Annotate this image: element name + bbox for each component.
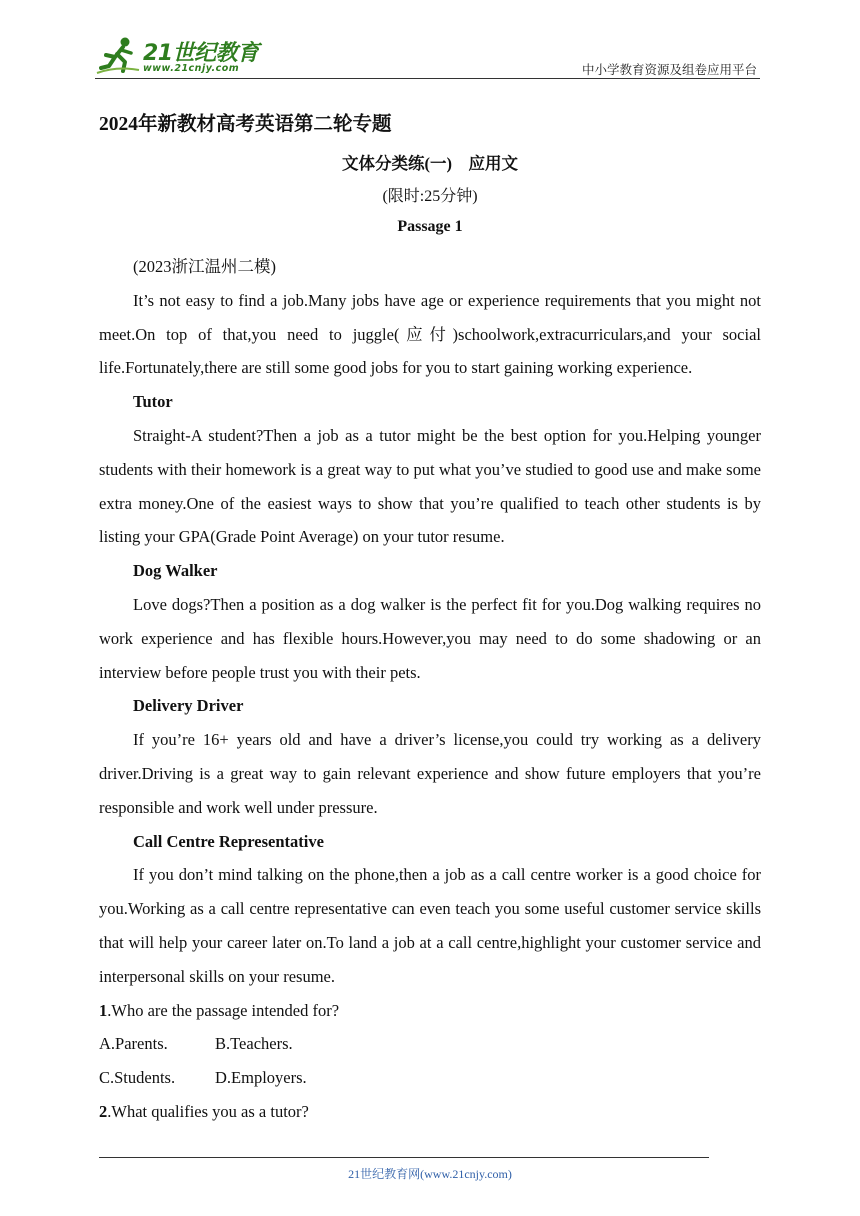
logo-url: www.21cnjy.com bbox=[143, 63, 240, 74]
page-header bbox=[95, 30, 760, 80]
footer-link[interactable]: 21世纪教育网(www.21cnjy.com) bbox=[348, 1167, 512, 1181]
intro-paragraph: It’s not easy to find a job.Many jobs have age or experience requirements that you might not meet.On top of that,you need to juggle(应付)schoolwork,extracurriculars,and your social life.Fortunately,there are still some good jobs for you to start gaining working experience. bbox=[99, 290, 761, 378]
question-1-options-row-1 bbox=[99, 1027, 761, 1061]
question-text: .Who are the passage intended for? bbox=[107, 1000, 340, 1020]
question-1-options-row-2 bbox=[99, 1061, 761, 1095]
section-heading: Delivery Driver bbox=[133, 696, 244, 716]
platform-name: 中小学教育资源及组卷应用平台 bbox=[581, 63, 757, 77]
section-heading: Call Centre Representative bbox=[133, 831, 324, 851]
option-d: D.Employers. bbox=[215, 1068, 307, 1088]
section-paragraph: If you’re 16+ years old and have a driver’s license,you could try working as a delivery driver.Driving is a great way to gain relevant experience and show future employers that you’re responsible and work well under pressure. bbox=[99, 730, 761, 817]
logo-text: 21世纪教育 bbox=[143, 41, 259, 66]
option-b: B.Teachers. bbox=[215, 1034, 293, 1054]
header-divider bbox=[95, 78, 760, 79]
question-text: .What qualifies you as a tutor? bbox=[107, 1101, 309, 1121]
question-number: 1 bbox=[99, 1000, 108, 1020]
section-heading: Tutor bbox=[133, 392, 173, 412]
site-logo bbox=[95, 34, 265, 78]
document-subtitle: 文体分类练(一) 应用文 bbox=[342, 154, 518, 173]
section-paragraph: Straight-A student?Then a job as a tutor might be the best option for you.Helping younger students with their homework is a great way to put what you’ve studied to good use and make some extra money.One of the easiest ways to show that you’re qualified to teach other students is by listing your GPA(Grade Point Average) on your tutor resume. bbox=[99, 425, 761, 547]
passage-label: Passage 1 bbox=[397, 218, 463, 235]
passage-body bbox=[99, 250, 761, 1129]
question-2 bbox=[99, 1095, 761, 1129]
time-limit: (限时:25分钟) bbox=[382, 188, 478, 205]
document-title: 2024年新教材高考英语第二轮专题 bbox=[99, 114, 392, 135]
section-paragraph: Love dogs?Then a position as a dog walker is the perfect fit for you.Dog walking requires no work experience and has flexible hours.However,you may need to do some shadowing or an interview before people trust you with their pets. bbox=[99, 594, 761, 682]
question-number: 2 bbox=[99, 1101, 108, 1121]
section-paragraph: If you don’t mind talking on the phone,then a job as a call centre worker is a good choice for you.Working as a call centre representative can even teach you some useful customer service skills that will help your career later on.To land a job at a call centre,highlight your customer service and interpersonal skills on your resume. bbox=[99, 865, 761, 986]
option-c: C.Students. bbox=[99, 1068, 176, 1088]
footer-divider bbox=[99, 1157, 709, 1158]
question-1 bbox=[99, 994, 761, 1028]
option-a: A.Parents. bbox=[99, 1034, 168, 1054]
runner-logo-icon bbox=[95, 36, 141, 76]
source-note: (2023浙江温州二模) bbox=[133, 257, 276, 276]
section-heading: Dog Walker bbox=[133, 561, 218, 581]
